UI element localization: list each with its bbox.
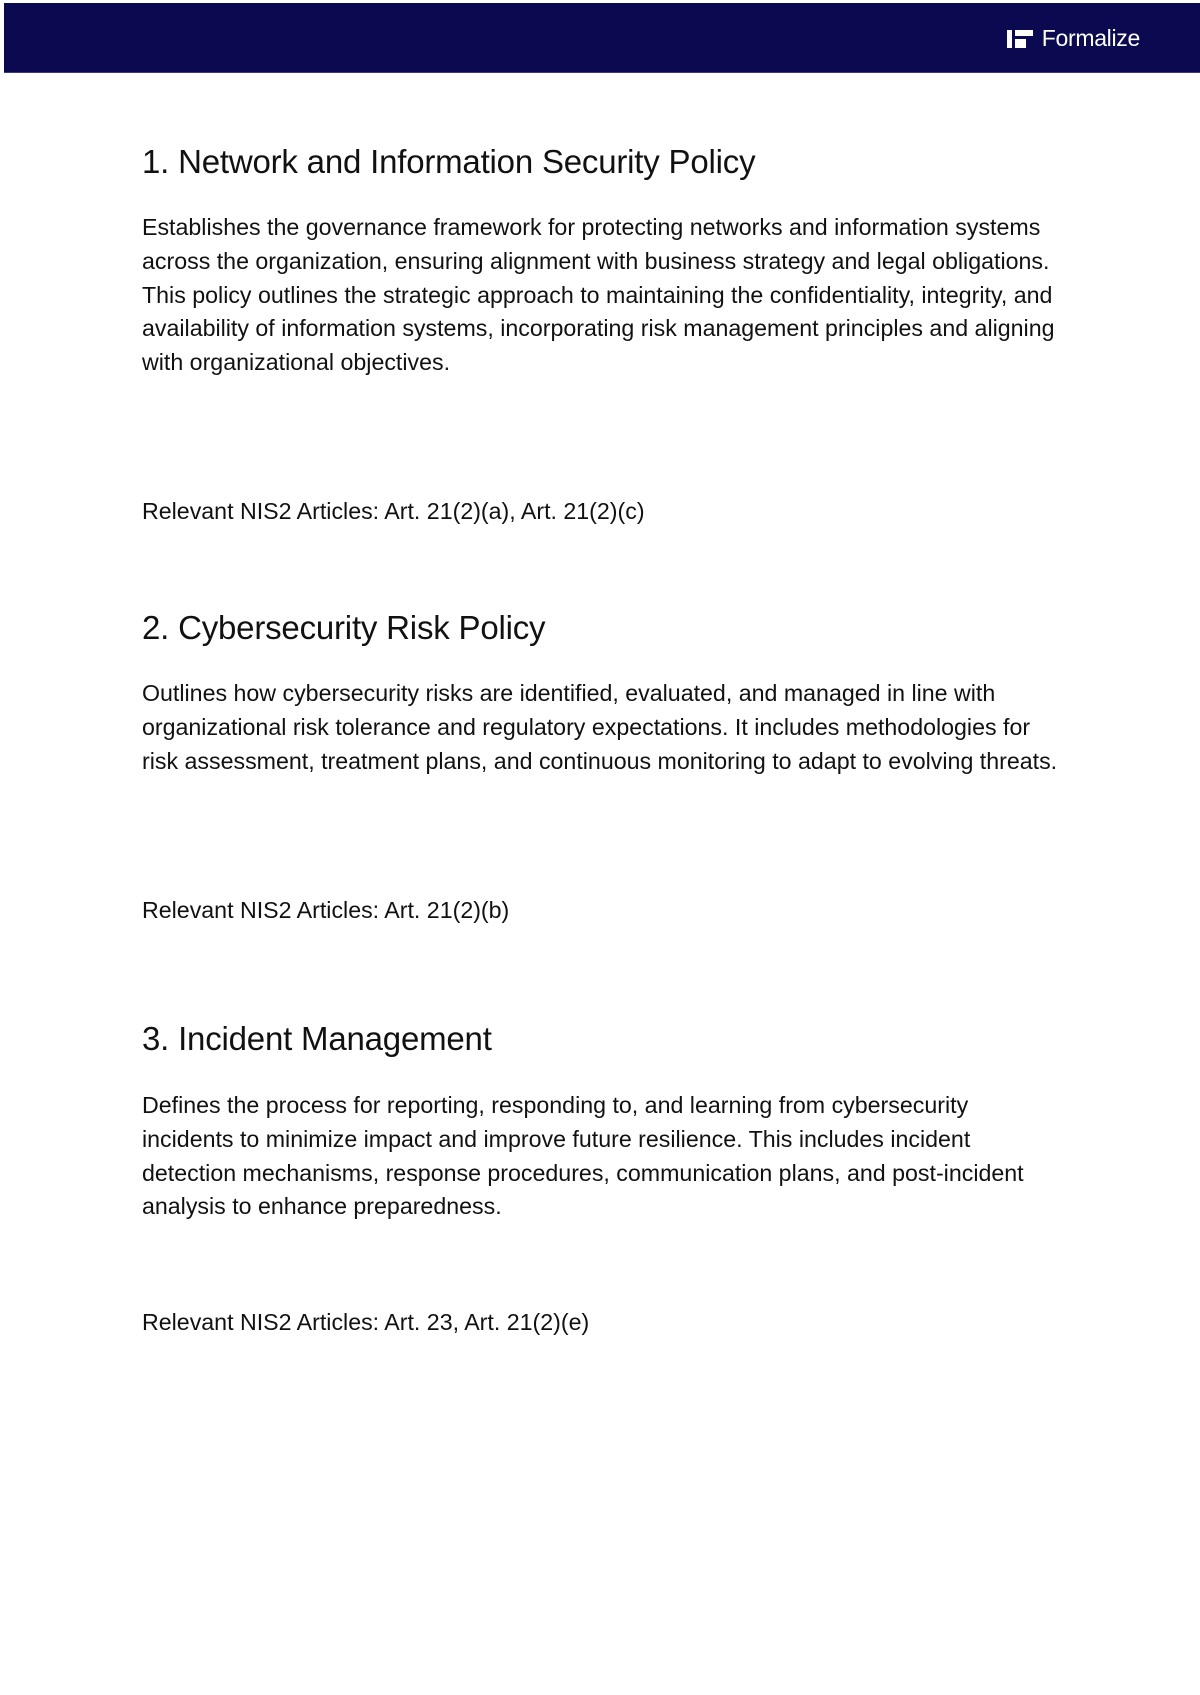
section-description: Defines the process for reporting, responding to, and learning from cybersecurity incidents to minimize impact and improve future resilience. This includes incident detection mechanisms, response procedures, communication plans, and post-incident analysis to enhance preparedness. xyxy=(142,1092,1024,1220)
section-articles: Relevant NIS2 Articles: Art. 21(2)(b) xyxy=(142,897,510,923)
page-header xyxy=(4,3,1200,73)
section-description: Establishes the governance framework for protecting networks and information systems across the organization, ensuring alignment with business strategy and legal obligations. This policy outlines the strategic approach to maintaining the confidentiality, integrity, and availability of information systems, incorporating risk management principles and aligning with organizational objectives. xyxy=(142,214,1055,376)
formalize-logo-icon xyxy=(1007,30,1033,48)
section-title: 2. Cybersecurity Risk Policy xyxy=(142,609,546,646)
section-description: Outlines how cybersecurity risks are identified, evaluated, and managed in line with organizational risk tolerance and regulatory expectations. It includes methodologies for risk assessment, treatment plans, and continuous monitoring to adapt to evolving threats. xyxy=(142,680,1058,774)
section-title: 1. Network and Information Security Policy xyxy=(142,143,756,180)
section-articles: Relevant NIS2 Articles: Art. 21(2)(a), Art. 21(2)(c) xyxy=(142,498,645,524)
brand xyxy=(1007,25,1140,52)
section-title: 3. Incident Management xyxy=(142,1020,492,1057)
section-articles: Relevant NIS2 Articles: Art. 23, Art. 21(2)(e) xyxy=(142,1309,590,1335)
brand-name: Formalize xyxy=(1041,25,1140,51)
